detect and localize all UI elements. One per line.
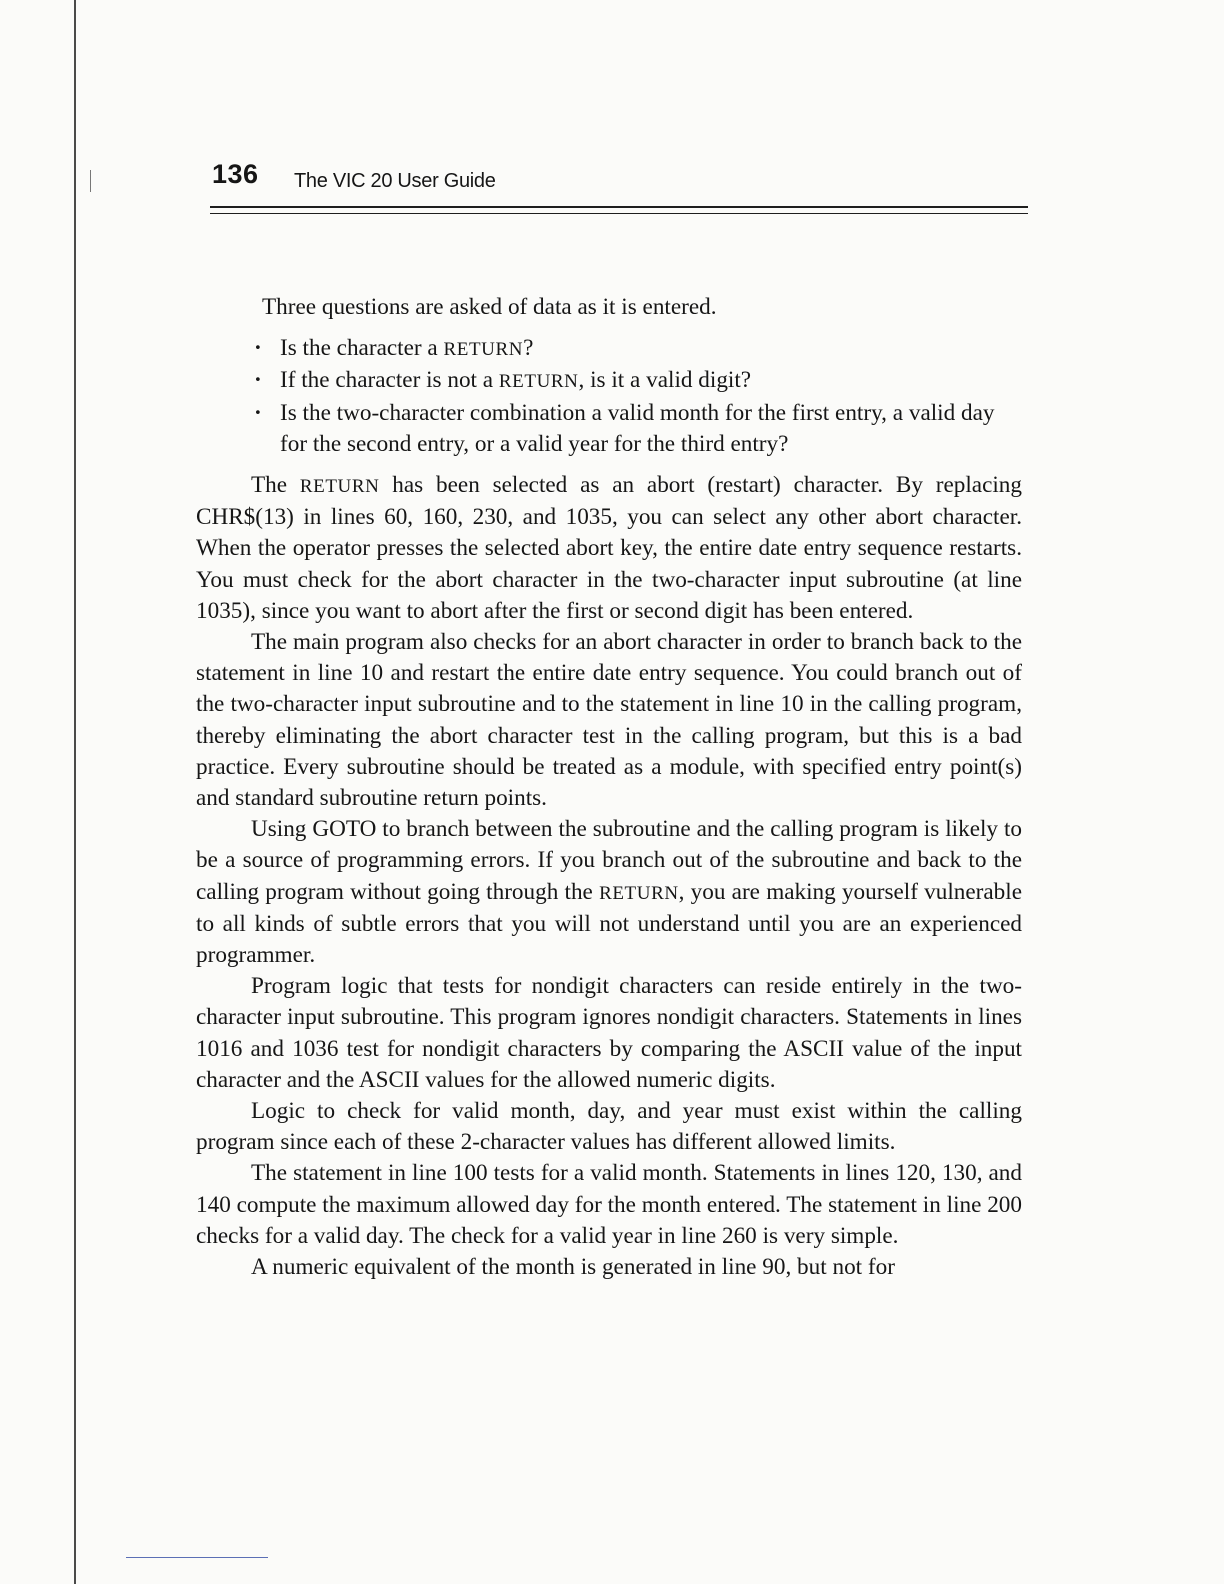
- question-list: [196, 333, 1022, 460]
- list-item-text: , is it a valid digit?: [578, 367, 752, 394]
- return-keyword: RETURN: [498, 371, 579, 393]
- list-item-text: ?: [523, 335, 534, 362]
- page-binding-edge: [74, 0, 76, 1584]
- page-body: [196, 292, 1022, 1283]
- paragraph-validity-logic: Logic to check for valid month, day, and year must exist within the calling program since each of these 2-character values has different allowed limits.: [196, 1098, 1022, 1156]
- list-item-text: If the character is not a: [280, 367, 499, 394]
- list-item: [280, 365, 1022, 397]
- paragraph-abort-character: [196, 470, 1022, 627]
- paragraph-text: The: [251, 472, 300, 499]
- list-item: [280, 333, 1022, 365]
- binding-mark: [90, 170, 91, 192]
- scan-artifact-line: [126, 1557, 268, 1558]
- paragraph-text: has been selected as an abort (restart) character. By replacing CHR$(13) in lines 60, 160, 230, and 1035, you can select any other abort character. When the operator presses the selected abort key, the entire date entry sequence restarts. You must check for the abort character in the two-character input subroutine (at line 1035), since you want to abort after the first or second digit has been entered.: [196, 472, 1022, 624]
- return-keyword: RETURN: [443, 339, 524, 361]
- intro-sentence: Three questions are asked of data as it is entered.: [262, 294, 717, 320]
- return-keyword: RETURN: [599, 882, 679, 904]
- paragraph-goto: [196, 814, 1022, 971]
- page-number: 136: [212, 159, 259, 189]
- paragraph-main-program: The main program also checks for an abort character in order to branch back to the statement in line 10 and restart the entire date entry sequence. You could branch out of the two-character input subroutine and to the statement in line 10 in the calling program, thereby eliminating the abort character test in the calling program, but this is a bad practice. Every subroutine should be treated as a module, with specified entry point(s) and standard subroutine return points.: [196, 629, 1022, 812]
- paragraph-text: , you are making yourself vulnerable to all kinds of subtle errors that you will not understand until you are an experienced programmer.: [196, 878, 1023, 969]
- paragraph-text: Using GOTO to branch between the subroutine and the calling program is likely to be a source of programming errors. If you branch out of the subroutine and back to the calling program without going through the: [196, 816, 1022, 905]
- header-rule-top: [210, 206, 1028, 208]
- running-head: [212, 159, 1028, 199]
- header-rule-bottom: [210, 213, 1028, 214]
- return-keyword: RETURN: [299, 476, 380, 498]
- book-title: The VIC 20 User Guide: [294, 170, 496, 192]
- paragraph-line-checks: The statement in line 100 tests for a valid month. Statements in lines 120, 130, and 140 compute the maximum allowed day for the month entered. The statement in line 200 checks for a valid day. The check for a valid year in line 260 is very simple.: [196, 1160, 1022, 1249]
- paragraph-nondigit: Program logic that tests for nondigit characters can reside entirely in the two-character input subroutine. This program ignores nondigit characters. Statements in lines 1016 and 1036 test for nondigit characters by comparing the ASCII value of the input character and the ASCII values for the allowed numeric digits.: [196, 973, 1022, 1093]
- list-item-text: Is the character a: [280, 335, 444, 362]
- list-item: · Is the two-character combination a valid month for the first entry, a valid day for the second entry, or a valid year for the third entry?: [280, 398, 1022, 460]
- paragraph-numeric-month: A numeric equivalent of the month is generated in line 90, but not for: [251, 1254, 895, 1281]
